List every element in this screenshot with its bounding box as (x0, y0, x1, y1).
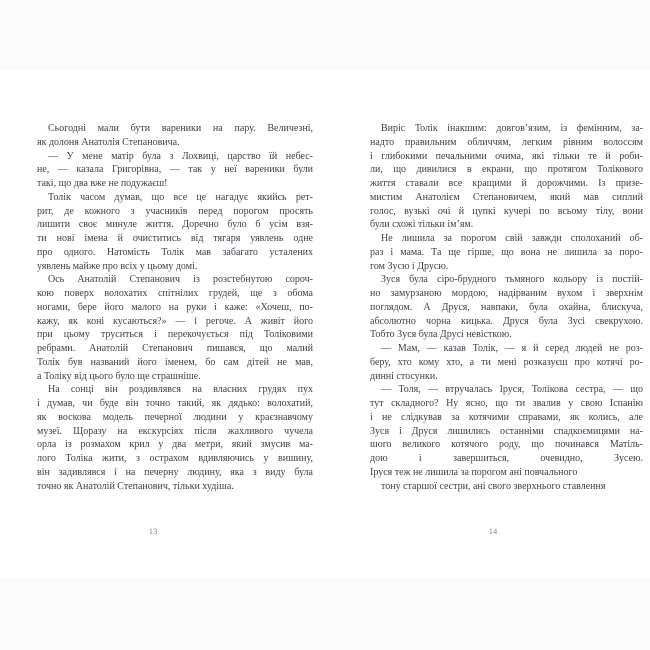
text-line: ти нові імена й очиститись від тягаря уявлень одне (37, 233, 313, 244)
text-line: життя ставали все кращими й дорожчими. Із призе- (370, 178, 643, 189)
text-line: він задивлявся і на печерну людину, яка з виду була (37, 466, 313, 478)
text-line: тут складного? Ну ясно, що ти звалив у свою Іспанію (370, 398, 643, 409)
text-line: лишити своє минуле життя. Доречно було б усім взя- (37, 219, 313, 231)
paragraph (370, 232, 643, 273)
text-line: музеї. Щоразу на екскурсіях після жахливого чучела (37, 425, 313, 437)
text-line: шого великого котячого роду, що починався Матіль- (370, 439, 643, 451)
text-line: і думав, чи буде він точно такий, як дядько: волохатий, (37, 398, 313, 409)
text-line: Толік був названий його іменем, бо сам дітей не мав, (37, 356, 313, 368)
text-line: Зуся і Друся лишились останніми спадкоємицями на- (370, 425, 643, 437)
text-line: абсолютно чорна кицька. Друся була Зусі свекрухою. (370, 315, 643, 327)
paragraph (37, 150, 313, 191)
text-line: Толік часом думав, що все це нагадує якийсь рет- (48, 191, 313, 203)
text-line: уявлень майже про всіх у цьому домі. (37, 260, 198, 272)
text-line: як долоня Анатолія Степановича. (37, 136, 180, 148)
text-line: як воскова модель печерної людини у краєзнавчому (37, 411, 313, 423)
paragraph (370, 480, 643, 494)
paragraph (37, 383, 313, 493)
text-line: ногами, бере його малого на руки і каже: «Хочеш, по- (37, 301, 313, 313)
text-line: дою і завершиться, очевидно, Зусею. (370, 453, 643, 464)
paragraph (370, 383, 643, 479)
text-line: і глибокими печальними очима, які тільки те й роби- (370, 150, 643, 162)
page-right (370, 70, 643, 578)
text-line: були схожі тільки ім’ям. (370, 219, 474, 231)
text-line: ребрами. Анатолій Степанович пишався, що малий (37, 343, 313, 354)
text-line: Іруся теж не лишила за порогом ані повчального (370, 466, 578, 478)
text-line: при цьому труситься і перекочується під Толіковими (37, 329, 313, 341)
text-line: голос, вузькі очі й цупкі кучері по всьому тілу, вони (370, 205, 643, 217)
text-line: такі, що два вже не подужаєш! (37, 178, 168, 189)
text-line: не, — казала Григорівна, — так у неї вареники були (37, 164, 313, 176)
text-line: надто правильним обличчям, легким рівним волоссям (370, 136, 643, 148)
paragraph (370, 342, 643, 383)
text-line: лого Толіка жити, з острахом вдивляючись у вишину, (37, 453, 313, 464)
text-line: — Толя, — втручалась Іруся, Толікова сестра, — що (381, 384, 643, 396)
page-number-left: 13 (148, 526, 158, 536)
text-line: ли, що дивилися в екрани, що протягом Толікового (370, 164, 643, 176)
text-line: Виріс Толік інакшим: довгов’язим, із фемінним, за- (381, 123, 643, 134)
text-line: На сонці він роздивлявся на власних грудях пух (48, 384, 313, 396)
text-line: тону старшої сестри, ані свого зверхнього ставлення (381, 480, 606, 492)
paragraph (370, 273, 643, 342)
text-line: поглядом. А Друся, навпаки, була охайна, блискуча, (370, 301, 643, 313)
page-spread[interactable] (0, 70, 650, 578)
text-line: Сьогодні мали бути вареники на пару. Величезні, (48, 123, 313, 134)
page-number-right: 14 (488, 526, 498, 536)
text-line: — У мене матір була з Лохвиці, царство їй небес- (48, 150, 313, 162)
text-line: і не слідкував за котячими справами, як колись, але (370, 411, 643, 423)
text-line: кою поверх волохатих спітнілих грудей, ще з обома (37, 288, 313, 299)
text-line: кажу, як коні кусаються?» — і регоче. А живіт його (37, 315, 313, 327)
text-line: но замурзаною мордою, надірваним вухом і зверхнім (370, 288, 643, 299)
page-left (37, 70, 313, 578)
text-line: Не лишила за порогом свій завжди сполоханий об- (381, 233, 643, 244)
page-text-right (370, 122, 643, 493)
text-line: Тобто Зуся була Друсі невісткою. (370, 329, 512, 341)
paragraph (37, 122, 313, 150)
paragraph (37, 191, 313, 274)
text-line: мистим Анатолієм Степановичем, який мав сиплий (370, 191, 643, 203)
text-line: динні стосунки. (370, 370, 438, 382)
text-line: Ось Анатолій Степанович із розстебнутою сороч- (48, 274, 313, 286)
text-line: орла із розмахом крил у два метри, який змусив ма- (37, 439, 313, 451)
text-line: раз і мама. Та ще гірше, що вона не лишила за поро- (370, 246, 643, 258)
text-line: беру, хто кому хто, а ти мені розказуєш про котячі ро- (370, 356, 643, 368)
paragraph (370, 122, 643, 232)
text-line: точно як Анатолій Степанович, тільки худіша. (37, 480, 234, 492)
text-line: Зуся була сіро-брудного тьмяного кольору із постій- (381, 274, 643, 286)
text-line: гом Зусю і Друсю. (370, 260, 449, 272)
text-line: а Толіку від цього було ще страшніше. (37, 370, 201, 382)
text-line: — Мам, — казав Толік, — я й серед людей не роз- (381, 343, 643, 354)
paragraph (37, 273, 313, 383)
text-line: про одного. Натомість Толік мав забагато усталених (37, 246, 313, 258)
text-line: рит, де кожного з учасників перед порогом просять (37, 205, 313, 217)
page-text-left (37, 122, 313, 493)
